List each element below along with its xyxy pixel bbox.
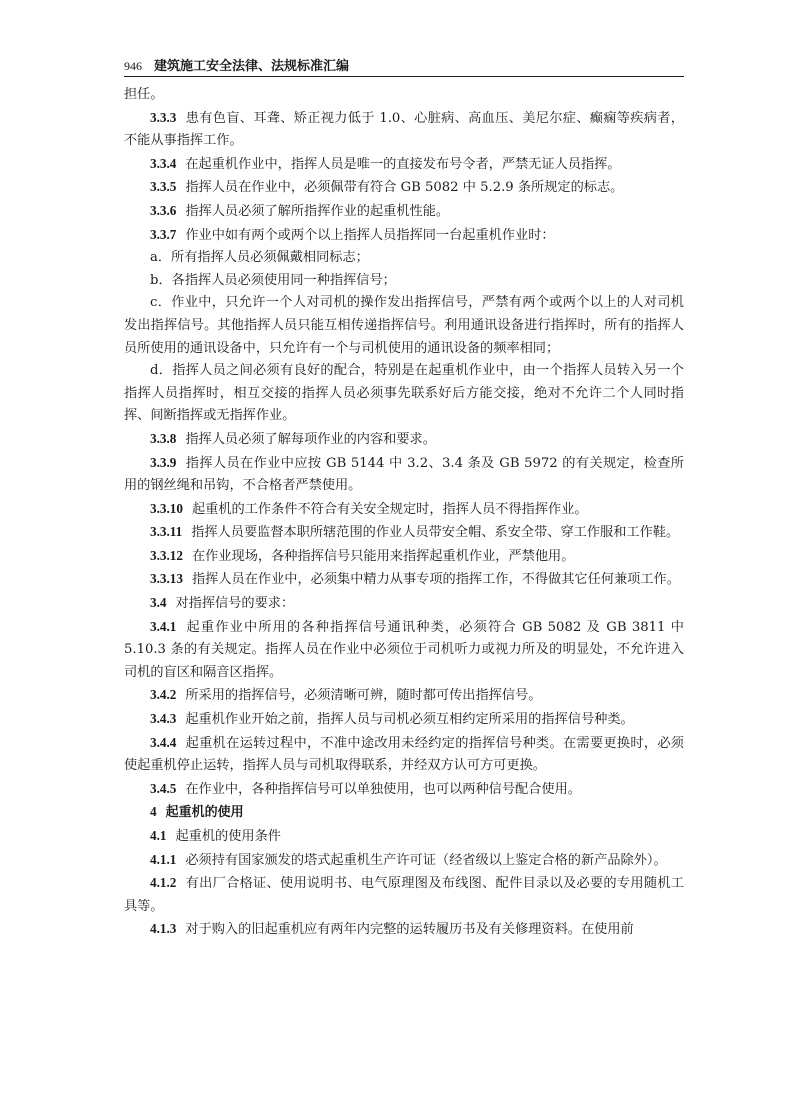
paragraph — [124, 872, 684, 918]
paragraph — [124, 778, 684, 802]
running-title: 建筑施工安全法律、法规标准汇编 — [154, 59, 350, 74]
paragraph — [124, 616, 684, 685]
paragraph — [124, 849, 684, 873]
clause-number: 3.3.13 — [150, 571, 183, 587]
paragraph — [124, 801, 684, 825]
paragraph-text: 对于购入的旧起重机应有两年内完整的运转履历书及有关修理资料。在使用前 — [185, 922, 634, 938]
paragraph-text: d．指挥人员之间必须有良好的配合，特别是在起重机作业中，由一个指挥人员转入另一个指挥人员指挥时，相互交接的指挥人员必须事先联系好后方能交接，绝对不允许二个人同时指挥、间断指挥或无指挥作业。 — [124, 363, 684, 424]
paragraph-text: 在作业中，各种指挥信号可以单独使用，也可以两种信号配合使用。 — [185, 781, 581, 797]
clause-number: 3.3.12 — [150, 547, 183, 563]
document-body — [124, 84, 684, 942]
paragraph — [124, 545, 684, 569]
paragraph — [124, 176, 684, 200]
clause-number: 3.3.11 — [150, 524, 183, 540]
paragraph-text: 指挥人员在作业中，必须集中精力从事专项的指挥工作，不得做其它任何兼项工作。 — [191, 572, 680, 588]
paragraph — [124, 270, 684, 293]
clause-number: 3.3.10 — [150, 500, 183, 516]
paragraph-text: 在作业现场，各种指挥信号只能用来指挥起重机作业，严禁他用。 — [191, 548, 575, 564]
paragraph — [124, 247, 684, 270]
clause-number: 3.4.5 — [150, 780, 177, 796]
paragraph — [124, 360, 684, 428]
paragraph — [124, 428, 684, 452]
clause-number: 3.4.4 — [150, 734, 177, 750]
page-number: 946 — [124, 59, 142, 73]
paragraph — [124, 825, 684, 849]
clause-number: 3.4.3 — [150, 711, 177, 727]
clause-number: 3.3.8 — [150, 430, 177, 446]
clause-number: 4.1.1 — [150, 851, 177, 867]
paragraph — [124, 224, 684, 248]
clause-number: 4.1 — [150, 828, 167, 843]
clause-number: 4.1.3 — [150, 921, 177, 937]
paragraph-text: 指挥人员在作业中应按 GB 5144 中 3.2、3.4 条及 GB 5972 的有关规定，检查所用的钢丝绳和吊钩，不合格者严禁使用。 — [124, 455, 684, 494]
paragraph — [124, 200, 684, 224]
paragraph-text: 指挥人员在作业中，必须佩带有符合 GB 5082 中 5.2.9 条所规定的标志。 — [185, 180, 624, 196]
paragraph-text: 患有色盲、耳聋、矫正视力低于 1.0、心脏病、高血压、美尼尔症、癫痫等疾病者，不能从事指挥工作。 — [124, 110, 684, 149]
paragraph — [124, 732, 684, 778]
paragraph — [124, 153, 684, 177]
paragraph-text: 所采用的指挥信号，必须清晰可辨，随时都可传出指挥信号。 — [185, 688, 542, 704]
paragraph — [124, 684, 684, 708]
paragraph-text: 指挥人员要监督本职所辖范围的作业人员带安全帽、系安全带、穿工作服和工作鞋。 — [191, 525, 680, 541]
paragraph — [124, 292, 684, 360]
page-header — [124, 50, 684, 77]
paragraph-text: 对指挥信号的要求： — [175, 596, 295, 612]
clause-number: 4.1.2 — [150, 875, 177, 891]
paragraph-text: b．各指挥人员必须使用同一种指挥信号； — [150, 272, 396, 288]
paragraph — [124, 521, 684, 545]
paragraph — [124, 918, 684, 942]
paragraph — [124, 708, 684, 732]
paragraph — [124, 452, 684, 498]
paragraph-text: 指挥人员必须了解所指挥作业的起重机性能。 — [185, 203, 450, 219]
paragraph-text: 担任。 — [124, 87, 164, 102]
clause-number: 3.4 — [150, 595, 167, 611]
clause-number: 3.3.6 — [150, 202, 177, 218]
clause-number: 3.3.3 — [150, 109, 177, 125]
paragraph-text: 作业中如有两个或两个以上指挥人员指挥同一台起重机作业时： — [185, 227, 555, 243]
clause-number: 3.3.7 — [150, 226, 177, 242]
paragraph-text: 有出厂合格证、使用说明书、电气原理图及布线图、配件目录以及必要的专用随机工具等。 — [124, 876, 684, 914]
paragraph-text: a．所有指挥人员必须佩戴相同标志； — [150, 250, 369, 266]
clause-number: 3.4.1 — [150, 618, 177, 634]
section-heading: 起重机的使用 — [165, 805, 244, 821]
clause-number: 4 — [150, 804, 157, 820]
paragraph — [124, 498, 684, 522]
paragraph — [124, 107, 684, 153]
clause-number: 3.4.2 — [150, 687, 177, 703]
clause-number: 3.3.4 — [150, 155, 177, 171]
paragraph-text: 指挥人员必须了解每项作业的内容和要求。 — [185, 431, 436, 447]
paragraph-text: 起重机的工作条件不符合有关安全规定时，指挥人员不得指挥作业。 — [191, 501, 588, 517]
clause-number: 3.3.5 — [150, 179, 177, 195]
paragraph-text: 在起重机作业中，指挥人员是唯一的直接发布号令者，严禁无证人员指挥。 — [185, 156, 621, 172]
paragraph — [124, 568, 684, 592]
paragraph — [124, 84, 684, 107]
clause-number: 3.3.9 — [150, 454, 177, 470]
paragraph-text: 起重作业中所用的各种指挥信号通讯种类，必须符合 GB 5082 及 GB 3811 中 5.10.3 条的有关规定。指挥人员在作业中必须位于司机听力或视力所及的明显处，不允许进入司机的盲区和隔音区指挥。 — [124, 619, 684, 680]
paragraph-text: 必须持有国家颁发的塔式起重机生产许可证（经省级以上鉴定合格的新产品除外）。 — [185, 852, 667, 868]
paragraph-text: 起重机作业开始之前，指挥人员与司机必须互相约定所采用的指挥信号种类。 — [185, 712, 634, 728]
paragraph — [124, 592, 684, 616]
paragraph-text: 起重机在运转过程中，不准中途改用未经约定的指挥信号种类。在需要更换时，必须使起重机停止运转，指挥人员与司机取得联系，并经双方认可方可更换。 — [124, 735, 684, 774]
paragraph-text: 起重机的使用条件 — [175, 829, 281, 844]
paragraph-text: c．作业中，只允许一个人对司机的操作发出指挥信号，严禁有两个或两个以上的人对司机发出指挥信号。其他指挥人员只能互相传递指挥信号。利用通讯设备进行指挥时，所有的指挥人员所使用的通讯设备中，只允许有一个与司机使用的通讯设备的频率相同； — [124, 295, 684, 356]
